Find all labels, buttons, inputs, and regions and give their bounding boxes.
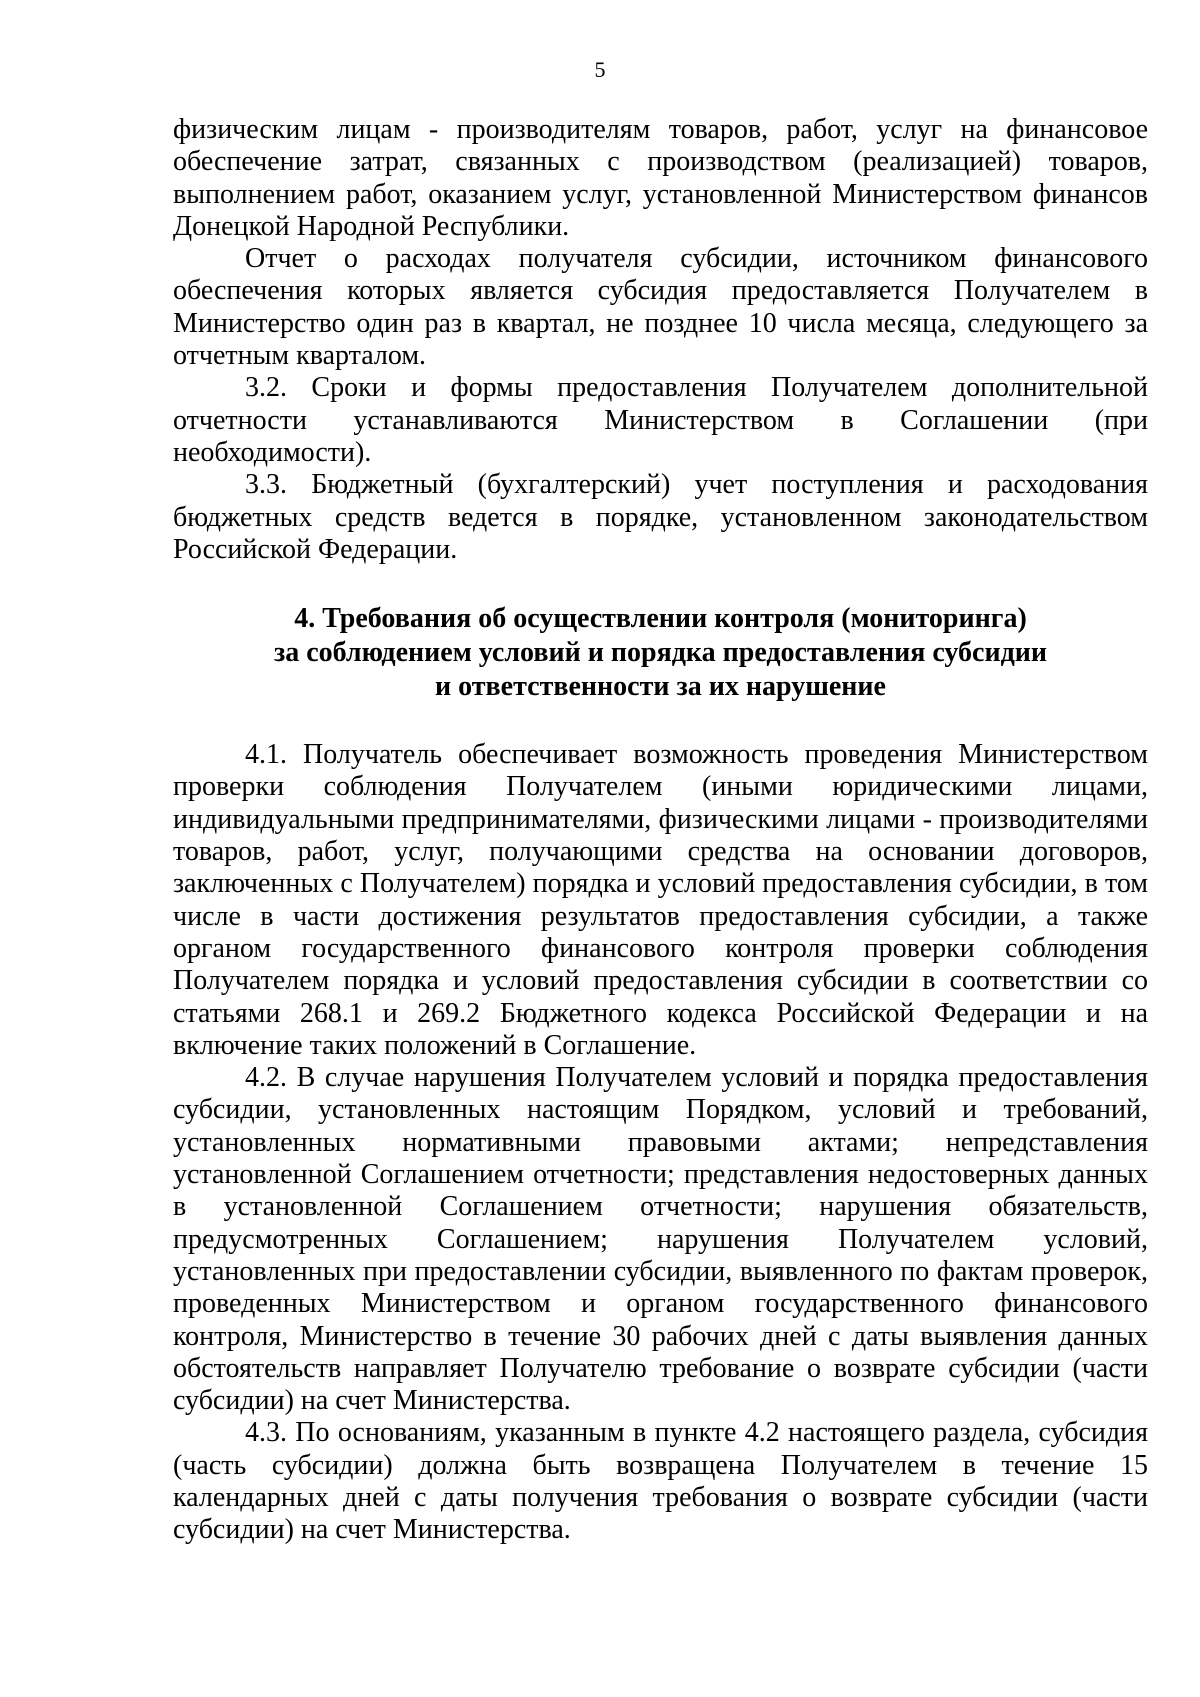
section-4-heading-line-3: и ответственности за их нарушение (435, 671, 886, 703)
paragraph-3-3: 3.3. Бюджетный (бухгалтерский) учет поступления и расходования бюджетных средств ведется в порядке, установленном законодательством Российской Федерации. (173, 469, 1148, 565)
paragraph-3-2: 3.2. Сроки и формы предоставления Получателем дополнительной отчетности устанавливаются Министерством в Соглашении (при необходимости). (173, 372, 1148, 468)
paragraph-report: Отчет о расходах получателя субсидии, источником финансового обеспечения которых является субсидия предоставляется Получателем в Министерство один раз в квартал, не позднее 10 числа месяца, следующего за отчетным кварталом. (173, 243, 1148, 372)
paragraph-4-3: 4.3. По основаниям, указанным в пункте 4.2 настоящего раздела, субсидия (часть субсидии) должна быть возвращена Получателем в течение 15 календарных дней с даты получения требования о возврате субсидии (части субсидии) на счет Министерства. (173, 1417, 1148, 1546)
page-number: 5 (594, 57, 606, 82)
section-4-heading-line-2: за соблюдением условий и порядка предоставления субсидии (273, 637, 1048, 669)
document-body (173, 114, 1148, 1547)
section-4-heading-line-1: 4. Требования об осуществлении контроля (мониторинга) (294, 603, 1027, 635)
section-4-heading (173, 602, 1148, 704)
paragraph-4-2: 4.2. В случае нарушения Получателем условий и порядка предоставления субсидии, установленных настоящим Порядком, условий и требований, установленных нормативными правовыми актами; непредставления установленной Соглашением отчетности; представления недостоверных данных в установленной Соглашением отчетности; нарушения обязательств, предусмотренных Соглашением; нарушения Получателем условий, установленных при предоставлении субсидии, выявленного по фактам проверок, проведенных Министерством и органом государственного финансового контроля, Министерство в течение 30 рабочих дней с даты выявления данных обстоятельств направляет Получателю требование о возврате субсидии (части субсидии) на счет Министерства. (173, 1062, 1148, 1417)
paragraph-continuation: физическим лицам - производителям товаров, работ, услуг на финансовое обеспечение затрат, связанных с производством (реализацией) товаров, выполнением работ, оказанием услуг, установленной Министерством финансов Донецкой Народной Республики. (173, 114, 1148, 242)
paragraph-4-1: 4.1. Получатель обеспечивает возможность проведения Министерством проверки соблюдения Получателем (иными юридическими лицами, индивидуальными предпринимателями, физическими лицами - производителями товаров, работ, услуг, получающими средства на основании договоров, заключенных с Получателем) порядка и условий предоставления субсидии, в том числе в части достижения результатов предоставления субсидии, а также органом государственного финансового контроля проверки соблюдения Получателем порядка и условий предоставления субсидии в соответствии со статьями 268.1 и 269.2 Бюджетного кодекса Российской Федерации и на включение таких положений в Соглашение. (173, 739, 1148, 1061)
